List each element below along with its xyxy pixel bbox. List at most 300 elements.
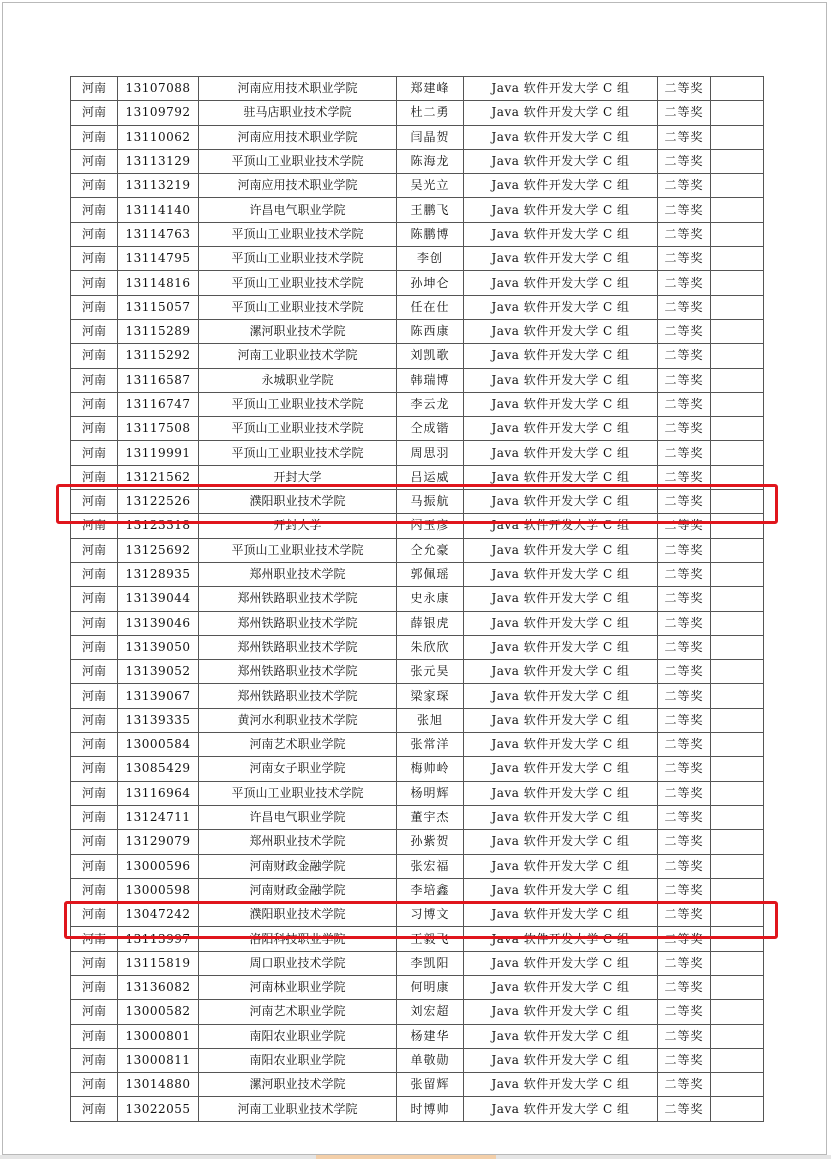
award-cell: 二等奖: [658, 635, 711, 659]
blank-cell: [711, 1000, 764, 1024]
name-cell: 仝成锴: [397, 417, 464, 441]
id-cell: 13022055: [118, 1097, 199, 1121]
province-cell: 河南: [71, 514, 118, 538]
blank-cell: [711, 854, 764, 878]
blank-cell: [711, 295, 764, 319]
table-row: [71, 635, 764, 659]
school-cell: 平顶山工业职业技术学院: [199, 781, 397, 805]
province-cell: 河南: [71, 174, 118, 198]
award-cell: 二等奖: [658, 247, 711, 271]
school-cell: 河南女子职业学院: [199, 757, 397, 781]
table-row: [71, 708, 764, 732]
name-cell: 刘凯歌: [397, 344, 464, 368]
province-cell: 河南: [71, 635, 118, 659]
blank-cell: [711, 562, 764, 586]
group-cell: Java 软件开发大学 C 组: [464, 247, 658, 271]
name-cell: 习博文: [397, 903, 464, 927]
group-cell: Java 软件开发大学 C 组: [464, 174, 658, 198]
award-cell: 二等奖: [658, 368, 711, 392]
id-cell: 13115057: [118, 295, 199, 319]
province-cell: 河南: [71, 247, 118, 271]
group-cell: Java 软件开发大学 C 组: [464, 77, 658, 101]
province-cell: 河南: [71, 903, 118, 927]
id-cell: 13114816: [118, 271, 199, 295]
award-cell: 二等奖: [658, 465, 711, 489]
group-cell: Java 软件开发大学 C 组: [464, 611, 658, 635]
id-cell: 13114795: [118, 247, 199, 271]
award-cell: 二等奖: [658, 1000, 711, 1024]
table-row: [71, 295, 764, 319]
table-row: [71, 271, 764, 295]
school-cell: 平顶山工业职业技术学院: [199, 441, 397, 465]
province-cell: 河南: [71, 781, 118, 805]
province-cell: 河南: [71, 490, 118, 514]
name-cell: 杨明辉: [397, 781, 464, 805]
group-cell: Java 软件开发大学 C 组: [464, 465, 658, 489]
group-cell: Java 软件开发大学 C 组: [464, 319, 658, 343]
name-cell: 吕运威: [397, 465, 464, 489]
province-cell: 河南: [71, 684, 118, 708]
group-cell: Java 软件开发大学 C 组: [464, 1000, 658, 1024]
name-cell: 张留辉: [397, 1073, 464, 1097]
table-row: [71, 1048, 764, 1072]
blank-cell: [711, 222, 764, 246]
table-row: [71, 757, 764, 781]
blank-cell: [711, 975, 764, 999]
school-cell: 平顶山工业职业技术学院: [199, 538, 397, 562]
award-cell: 二等奖: [658, 903, 711, 927]
table-row: [71, 198, 764, 222]
award-cell: 二等奖: [658, 125, 711, 149]
province-cell: 河南: [71, 733, 118, 757]
id-cell: 13119991: [118, 441, 199, 465]
group-cell: Java 软件开发大学 C 组: [464, 635, 658, 659]
group-cell: Java 软件开发大学 C 组: [464, 684, 658, 708]
name-cell: 张宏福: [397, 854, 464, 878]
id-cell: 13139046: [118, 611, 199, 635]
province-cell: 河南: [71, 611, 118, 635]
award-cell: 二等奖: [658, 319, 711, 343]
name-cell: 任在仕: [397, 295, 464, 319]
school-cell: 漯河职业技术学院: [199, 1073, 397, 1097]
award-cell: 二等奖: [658, 1097, 711, 1121]
province-cell: 河南: [71, 878, 118, 902]
table-row: [71, 174, 764, 198]
table-row: [71, 975, 764, 999]
table-row: [71, 319, 764, 343]
name-cell: 郭佩瑶: [397, 562, 464, 586]
province-cell: 河南: [71, 77, 118, 101]
school-cell: 南阳农业职业学院: [199, 1048, 397, 1072]
blank-cell: [711, 441, 764, 465]
school-cell: 平顶山工业职业技术学院: [199, 295, 397, 319]
group-cell: Java 软件开发大学 C 组: [464, 587, 658, 611]
school-cell: 周口职业技术学院: [199, 951, 397, 975]
blank-cell: [711, 101, 764, 125]
table-row: [71, 1024, 764, 1048]
id-cell: 13000598: [118, 878, 199, 902]
blank-cell: [711, 149, 764, 173]
id-cell: 13107088: [118, 77, 199, 101]
school-cell: 河南工业职业技术学院: [199, 1097, 397, 1121]
name-cell: 何明康: [397, 975, 464, 999]
name-cell: 李培鑫: [397, 878, 464, 902]
name-cell: 闪玉彦: [397, 514, 464, 538]
award-cell: 二等奖: [658, 344, 711, 368]
id-cell: 13000801: [118, 1024, 199, 1048]
table-row: [71, 830, 764, 854]
award-cell: 二等奖: [658, 77, 711, 101]
province-cell: 河南: [71, 975, 118, 999]
blank-cell: [711, 805, 764, 829]
group-cell: Java 软件开发大学 C 组: [464, 781, 658, 805]
name-cell: 吴光立: [397, 174, 464, 198]
group-cell: Java 软件开发大学 C 组: [464, 951, 658, 975]
award-cell: 二等奖: [658, 660, 711, 684]
table-row: [71, 465, 764, 489]
province-cell: 河南: [71, 1048, 118, 1072]
school-cell: 河南艺术职业学院: [199, 1000, 397, 1024]
school-cell: 平顶山工业职业技术学院: [199, 149, 397, 173]
id-cell: 13047242: [118, 903, 199, 927]
province-cell: 河南: [71, 441, 118, 465]
blank-cell: [711, 1024, 764, 1048]
id-cell: 13000584: [118, 733, 199, 757]
award-cell: 二等奖: [658, 417, 711, 441]
school-cell: 黄河水利职业技术学院: [199, 708, 397, 732]
school-cell: 河南应用技术职业学院: [199, 174, 397, 198]
blank-cell: [711, 465, 764, 489]
id-cell: 13115819: [118, 951, 199, 975]
group-cell: Java 软件开发大学 C 组: [464, 733, 658, 757]
school-cell: 平顶山工业职业技术学院: [199, 271, 397, 295]
group-cell: Java 软件开发大学 C 组: [464, 538, 658, 562]
table-row: [71, 125, 764, 149]
blank-cell: [711, 538, 764, 562]
blank-cell: [711, 368, 764, 392]
award-cell: 二等奖: [658, 271, 711, 295]
blank-cell: [711, 247, 764, 271]
name-cell: 孙紫贺: [397, 830, 464, 854]
blank-cell: [711, 611, 764, 635]
province-cell: 河南: [71, 319, 118, 343]
province-cell: 河南: [71, 854, 118, 878]
blank-cell: [711, 1048, 764, 1072]
id-cell: 13000582: [118, 1000, 199, 1024]
award-cell: 二等奖: [658, 174, 711, 198]
group-cell: Java 软件开发大学 C 组: [464, 708, 658, 732]
blank-cell: [711, 781, 764, 805]
group-cell: Java 软件开发大学 C 组: [464, 198, 658, 222]
blank-cell: [711, 271, 764, 295]
name-cell: 梁家琛: [397, 684, 464, 708]
id-cell: 13139050: [118, 635, 199, 659]
school-cell: 开封大学: [199, 465, 397, 489]
group-cell: Java 软件开发大学 C 组: [464, 1048, 658, 1072]
province-cell: 河南: [71, 830, 118, 854]
blank-cell: [711, 1073, 764, 1097]
id-cell: 13014880: [118, 1073, 199, 1097]
blank-cell: [711, 684, 764, 708]
province-cell: 河南: [71, 417, 118, 441]
province-cell: 河南: [71, 757, 118, 781]
school-cell: 平顶山工业职业技术学院: [199, 247, 397, 271]
province-cell: 河南: [71, 562, 118, 586]
school-cell: 河南艺术职业学院: [199, 733, 397, 757]
table-row: [71, 805, 764, 829]
name-cell: 李创: [397, 247, 464, 271]
blank-cell: [711, 417, 764, 441]
blank-cell: [711, 951, 764, 975]
school-cell: 漯河职业技术学院: [199, 319, 397, 343]
name-cell: 董宇杰: [397, 805, 464, 829]
province-cell: 河南: [71, 344, 118, 368]
award-cell: 二等奖: [658, 611, 711, 635]
group-cell: Java 软件开发大学 C 组: [464, 101, 658, 125]
blank-cell: [711, 319, 764, 343]
province-cell: 河南: [71, 198, 118, 222]
group-cell: Java 软件开发大学 C 组: [464, 757, 658, 781]
award-cell: 二等奖: [658, 587, 711, 611]
group-cell: Java 软件开发大学 C 组: [464, 878, 658, 902]
award-cell: 二等奖: [658, 805, 711, 829]
province-cell: 河南: [71, 149, 118, 173]
id-cell: 13116747: [118, 392, 199, 416]
id-cell: 13116587: [118, 368, 199, 392]
id-cell: 13113997: [118, 927, 199, 951]
name-cell: 朱欣欣: [397, 635, 464, 659]
province-cell: 河南: [71, 392, 118, 416]
blank-cell: [711, 733, 764, 757]
name-cell: 马振航: [397, 490, 464, 514]
group-cell: Java 软件开发大学 C 组: [464, 975, 658, 999]
province-cell: 河南: [71, 660, 118, 684]
name-cell: 单敬勋: [397, 1048, 464, 1072]
award-cell: 二等奖: [658, 1024, 711, 1048]
id-cell: 13115292: [118, 344, 199, 368]
school-cell: 濮阳职业技术学院: [199, 490, 397, 514]
group-cell: Java 软件开发大学 C 组: [464, 562, 658, 586]
blank-cell: [711, 927, 764, 951]
table-row: [71, 733, 764, 757]
blank-cell: [711, 708, 764, 732]
province-cell: 河南: [71, 927, 118, 951]
id-cell: 13129079: [118, 830, 199, 854]
table-row: [71, 101, 764, 125]
blank-cell: [711, 490, 764, 514]
group-cell: Java 软件开发大学 C 组: [464, 660, 658, 684]
id-cell: 13117508: [118, 417, 199, 441]
blank-cell: [711, 125, 764, 149]
name-cell: 郑建峰: [397, 77, 464, 101]
school-cell: 开封大学: [199, 514, 397, 538]
province-cell: 河南: [71, 1024, 118, 1048]
school-cell: 平顶山工业职业技术学院: [199, 222, 397, 246]
school-cell: 许昌电气职业学院: [199, 805, 397, 829]
school-cell: 平顶山工业职业技术学院: [199, 392, 397, 416]
award-cell: 二等奖: [658, 951, 711, 975]
table-row: [71, 1097, 764, 1121]
school-cell: 许昌电气职业学院: [199, 198, 397, 222]
table-row: [71, 587, 764, 611]
table-row: [71, 149, 764, 173]
award-cell: 二等奖: [658, 538, 711, 562]
award-cell: 二等奖: [658, 441, 711, 465]
table-row: [71, 562, 764, 586]
name-cell: 孙坤仑: [397, 271, 464, 295]
school-cell: 河南财政金融学院: [199, 854, 397, 878]
award-cell: 二等奖: [658, 878, 711, 902]
group-cell: Java 软件开发大学 C 组: [464, 514, 658, 538]
id-cell: 13122526: [118, 490, 199, 514]
province-cell: 河南: [71, 125, 118, 149]
bottom-strip-highlight: [316, 1155, 496, 1159]
province-cell: 河南: [71, 295, 118, 319]
id-cell: 13113219: [118, 174, 199, 198]
blank-cell: [711, 635, 764, 659]
name-cell: 闫晶贺: [397, 125, 464, 149]
award-cell: 二等奖: [658, 781, 711, 805]
award-cell: 二等奖: [658, 757, 711, 781]
name-cell: 陈海龙: [397, 149, 464, 173]
table-row: [71, 854, 764, 878]
table-row: [71, 490, 764, 514]
award-cell: 二等奖: [658, 927, 711, 951]
name-cell: 张常洋: [397, 733, 464, 757]
id-cell: 13121562: [118, 465, 199, 489]
award-cell: 二等奖: [658, 562, 711, 586]
group-cell: Java 软件开发大学 C 组: [464, 903, 658, 927]
school-cell: 河南应用技术职业学院: [199, 125, 397, 149]
blank-cell: [711, 903, 764, 927]
id-cell: 13125692: [118, 538, 199, 562]
id-cell: 13114140: [118, 198, 199, 222]
blank-cell: [711, 878, 764, 902]
id-cell: 13116964: [118, 781, 199, 805]
id-cell: 13000596: [118, 854, 199, 878]
name-cell: 韩瑞博: [397, 368, 464, 392]
blank-cell: [711, 660, 764, 684]
group-cell: Java 软件开发大学 C 组: [464, 805, 658, 829]
award-cell: 二等奖: [658, 733, 711, 757]
name-cell: 时博帅: [397, 1097, 464, 1121]
blank-cell: [711, 198, 764, 222]
province-cell: 河南: [71, 465, 118, 489]
id-cell: 13139067: [118, 684, 199, 708]
results-table-body: [71, 77, 764, 1122]
id-cell: 13128935: [118, 562, 199, 586]
group-cell: Java 软件开发大学 C 组: [464, 368, 658, 392]
school-cell: 郑州铁路职业技术学院: [199, 660, 397, 684]
name-cell: 杨建华: [397, 1024, 464, 1048]
id-cell: 13110062: [118, 125, 199, 149]
province-cell: 河南: [71, 368, 118, 392]
award-cell: 二等奖: [658, 684, 711, 708]
table-row: [71, 368, 764, 392]
province-cell: 河南: [71, 587, 118, 611]
id-cell: 13124711: [118, 805, 199, 829]
blank-cell: [711, 830, 764, 854]
table-row: [71, 660, 764, 684]
table-row: [71, 344, 764, 368]
table-row: [71, 417, 764, 441]
table-row: [71, 77, 764, 101]
name-cell: 张元昊: [397, 660, 464, 684]
group-cell: Java 软件开发大学 C 组: [464, 222, 658, 246]
name-cell: 王鹏飞: [397, 198, 464, 222]
name-cell: 陈西康: [397, 319, 464, 343]
school-cell: 郑州职业技术学院: [199, 562, 397, 586]
group-cell: Java 软件开发大学 C 组: [464, 1073, 658, 1097]
name-cell: 薛银虎: [397, 611, 464, 635]
name-cell: 杜二勇: [397, 101, 464, 125]
table-row: [71, 222, 764, 246]
province-cell: 河南: [71, 1000, 118, 1024]
table-row: [71, 514, 764, 538]
id-cell: 13139044: [118, 587, 199, 611]
school-cell: 河南财政金融学院: [199, 878, 397, 902]
award-cell: 二等奖: [658, 222, 711, 246]
bottom-scroll-strip: [0, 1155, 831, 1159]
group-cell: Java 软件开发大学 C 组: [464, 1024, 658, 1048]
award-cell: 二等奖: [658, 392, 711, 416]
award-cell: 二等奖: [658, 514, 711, 538]
school-cell: 郑州铁路职业技术学院: [199, 635, 397, 659]
school-cell: 洛阳科技职业学院: [199, 927, 397, 951]
blank-cell: [711, 174, 764, 198]
table-row: [71, 927, 764, 951]
id-cell: 13115289: [118, 319, 199, 343]
award-cell: 二等奖: [658, 975, 711, 999]
table-row: [71, 1073, 764, 1097]
id-cell: 13085429: [118, 757, 199, 781]
table-row: [71, 951, 764, 975]
group-cell: Java 软件开发大学 C 组: [464, 441, 658, 465]
province-cell: 河南: [71, 805, 118, 829]
school-cell: 河南林业职业学院: [199, 975, 397, 999]
id-cell: 13139052: [118, 660, 199, 684]
award-cell: 二等奖: [658, 198, 711, 222]
table-row: [71, 441, 764, 465]
name-cell: 梅帅岭: [397, 757, 464, 781]
group-cell: Java 软件开发大学 C 组: [464, 125, 658, 149]
table-row: [71, 684, 764, 708]
group-cell: Java 软件开发大学 C 组: [464, 271, 658, 295]
group-cell: Java 软件开发大学 C 组: [464, 927, 658, 951]
results-table: [70, 76, 764, 1122]
id-cell: 13123318: [118, 514, 199, 538]
blank-cell: [711, 757, 764, 781]
id-cell: 13139335: [118, 708, 199, 732]
award-cell: 二等奖: [658, 830, 711, 854]
blank-cell: [711, 392, 764, 416]
province-cell: 河南: [71, 708, 118, 732]
group-cell: Java 软件开发大学 C 组: [464, 1097, 658, 1121]
group-cell: Java 软件开发大学 C 组: [464, 854, 658, 878]
table-row: [71, 1000, 764, 1024]
name-cell: 陈鹏博: [397, 222, 464, 246]
school-cell: 南阳农业职业学院: [199, 1024, 397, 1048]
name-cell: 刘宏超: [397, 1000, 464, 1024]
table-row: [71, 903, 764, 927]
group-cell: Java 软件开发大学 C 组: [464, 830, 658, 854]
id-cell: 13136082: [118, 975, 199, 999]
table-row: [71, 538, 764, 562]
name-cell: 仝允豪: [397, 538, 464, 562]
blank-cell: [711, 77, 764, 101]
name-cell: 张旭: [397, 708, 464, 732]
table-row: [71, 247, 764, 271]
